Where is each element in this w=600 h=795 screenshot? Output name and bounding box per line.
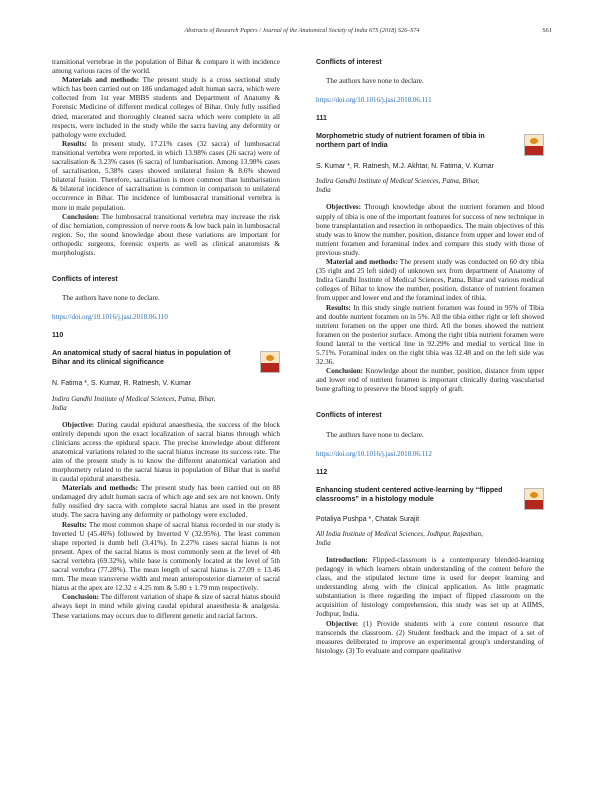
coi-text: The authors have none to declare. [326,77,424,86]
doi-link[interactable]: https://doi.org/10.1016/j.jasi.2018.06.112 [316,449,432,458]
elsevier-logo-icon [524,488,544,510]
conclusion-paragraph: Conclusion: The different variation of shape & size of sacral hiatus should always kept in mind while giving caudal epidural anaesthesia & analgesia. These variations may occurs due to different genetic and racial factors. [52,593,280,620]
affiliation: Indira Gandhi Institute of Medical Sciences, Patna, Bihar, India [316,177,480,195]
objective-paragraph: Objectives: Through knowledge about the nutrient foramen and blood supply of tibia is one of the important features for success of new technique in bone transplantation and resection in orthopaedics. The main objectives of this study was to know the number, position, distance from upper and lower end of nutrient foramen and foraminal index and compare this study with those of previous study. [316,203,544,257]
conclusion-paragraph: Conclusion: The lumbosacral transitional vertebra may increase the risk of disc herniation, compression of nerve roots & low back pain in lumbosacral region. So, the sound knowledge about these variations are important for orthopedic surgeons, forensic experts as well as clinical anatomists & morphologists. [52,212,280,257]
right-column [316,58,544,656]
authors: N. Fatima *, S. Kumar, R. Ratnesh, V. Kumar [52,380,192,388]
methods-paragraph: Materials and methods: The present study is a cross sectional study which has been carried out on 186 undamaged adult human sacra, which were collected from 1st year MBBS students and Department of Anatomy & Forensic Medicine of different medical colleges of Bihar. Only fully ossified dried, macerated and thoroughly cleaned sacra which were complete in all respects, were included in the study while the sacra having any deformity or pathology were excluded. [52,76,280,139]
results-paragraph: Results: In this study single nutrient foramen was found in 95% of Tibia and double nutrient foramen on in 5%. All the tibia either right or left showed nutrient foramen on the upper one third. All the bones showed the nutrient foramen on the posterior surface. Among the right tibia nutrient foramen were found lateral to the vertical line in 92.29% and medial to vertical line in 5.71%. Foraminal index on the right tibia was 32.48 and on the left side was 32.36. [316,303,544,367]
methods-paragraph: Materials and methods: The present study has been carried out on 88 undamaged dry adult human sacra of which age and sex are not known. Only fully ossified dry sacra with complete sacral hiatus are used in the present study. The sacra having any deformity or pathology were excluded. [52,484,280,520]
coi-text: The authors have none to declare. [326,430,424,439]
doi-link[interactable]: https://doi.org/10.1016/j.jasi.2018.06.111 [316,96,432,105]
coi-heading: Conflicts of interest [316,59,382,66]
affiliation: All India Institute of Medical Sciences, Jodhpur, Rajasthan, India [316,529,483,547]
abstract-number: 112 [316,468,328,476]
conclusion-paragraph: Conclusion: Knowledge about the number, position, distance from upper and lower end of nutrient foramen is important clinically during vascularisd bone grafting to preserve the blood supply of graft. [316,367,544,394]
coi-heading: Conflicts of interest [316,412,382,420]
abstract-title: Morphometric study of nutrient foramen of tibia in northern part of India [316,132,485,150]
abstract-number: 110 [52,332,64,340]
results-paragraph: Results: The most common shape of sacral hiatus recorded in our study is Inverted U (45.46%) followed by Inverted V (32.95%). The least common shape reported is dumb bell (3.41%). In 2.27% cases sacral hiatus is not present. Apex of the sacral hiatus is most commonly seen at the level of 4th sacral vertebra (69.32%), while base is commonly located at the level of 5th sacral vertebra (77.28%). The mean length of sacral hiatus is 27.09 ± 13.46 mm. The mean transverse width and mean anteroposterior diameter of sacral hiatus at the apex are 12.32 ± 4.25 mm & 5.80 ± 1.79 mm respectively. [52,520,280,593]
running-header: Abstracts of Research Papers / Journal of the Anatomical Society of India 67S (2018) S26–S74 [184,27,420,34]
elsevier-logo-icon [524,134,544,156]
abstract-title: Enhancing student centered active-learning by “flipped classrooms” in a histology module [316,485,503,503]
doi-link[interactable]: https://doi.org/10.1016/j.jasi.2018.06.110 [52,313,168,322]
objective-paragraph: Objective: (1) Provide students with a core content resource that transcends the classroom. (2) Student feedback and the impact of a set of measures deliberated to improve an experimental group's understanding of histology. (3) To evaluate and compare qualitative [316,619,544,655]
coi-text: The authors have none to declare. [62,294,160,303]
elsevier-logo-icon [260,351,280,373]
affiliation: Indira Gandhi Institute of Medical Sciences, Patna, Bihar, India [52,394,216,412]
objective-paragraph: Objective: During caudal epidural anaesthesia, the success of the block entirely depends upon the exact localization of sacral hiatus through which clinicians access the epidural space. The precise knowledge about different anatomical variations related to the sacral hiatus increase its success rate. The aim of the present study is to know the different anatomical variation and morphometry related to the sacral hiatus in population of Bihar that is useful in caudal epidural anaesthesia. [52,420,280,484]
left-column [52,58,280,621]
abstract-number: 111 [316,115,327,123]
methods-paragraph: Material and methods: The present study was conducted on 60 dry tibia (35 right and 25 left sided) of unknown sex from department of Anatomy of Indira Gandhi Institute of Medical Sciences, Patna, Bihar and various medical colleges of Bihar to know the number, position, distance of nutrient foramen from upper and lower end and the foraminal index of tibia. [316,258,545,303]
introduction-paragraph: Introduction: Flipped-classroom is a contemporary blended-learning pedagogy in which learners obtain understanding of the content before the class, and the stipulated lecture time is used for deeper learning and understanding along with the clinical application. As little pragmatic substantiation is there regarding the impact of flipped classroom on the acquisition of histology comprehension, this study was set up at AIIMS, Jodhpur, India. [316,555,544,619]
authors: S. Kumar *, R. Ratnesh, M.J. Akhtar, N. Fatima, V. Kumar [316,163,494,171]
abstract-title: An anatomical study of sacral hiatus in population of Bihar and its clinical significance [52,349,231,367]
authors: Potaliya Pushpa *, Chatak Surajit [316,515,420,523]
coi-heading: Conflicts of interest [52,276,118,284]
results-paragraph: Results: In present study, 17.21% cases (32 sacra) of lumbosacral transitional vertebra were reported, in which 13.98% cases (26 sacra) were of sacralisation & 3.23% cases (6 sacra) of lumbarisation. Among 13.98% cases of sacralisation, 5.38% cases showed unilateral fusion & 8.6% showed bilateral fusion. Therefore, sacralisation is more common than lumbarisation & bilateral incidence of sacralisation is common in comparison to unilateral occurrence in Bihar. The incidence of lumbosacral transitional vertebra is more in male population. [52,139,280,212]
lead-paragraph: transitional vertebrae in the population of Bihar & compare it with incidence among various races of the world. [52,58,280,76]
page-number: S61 [542,27,552,34]
